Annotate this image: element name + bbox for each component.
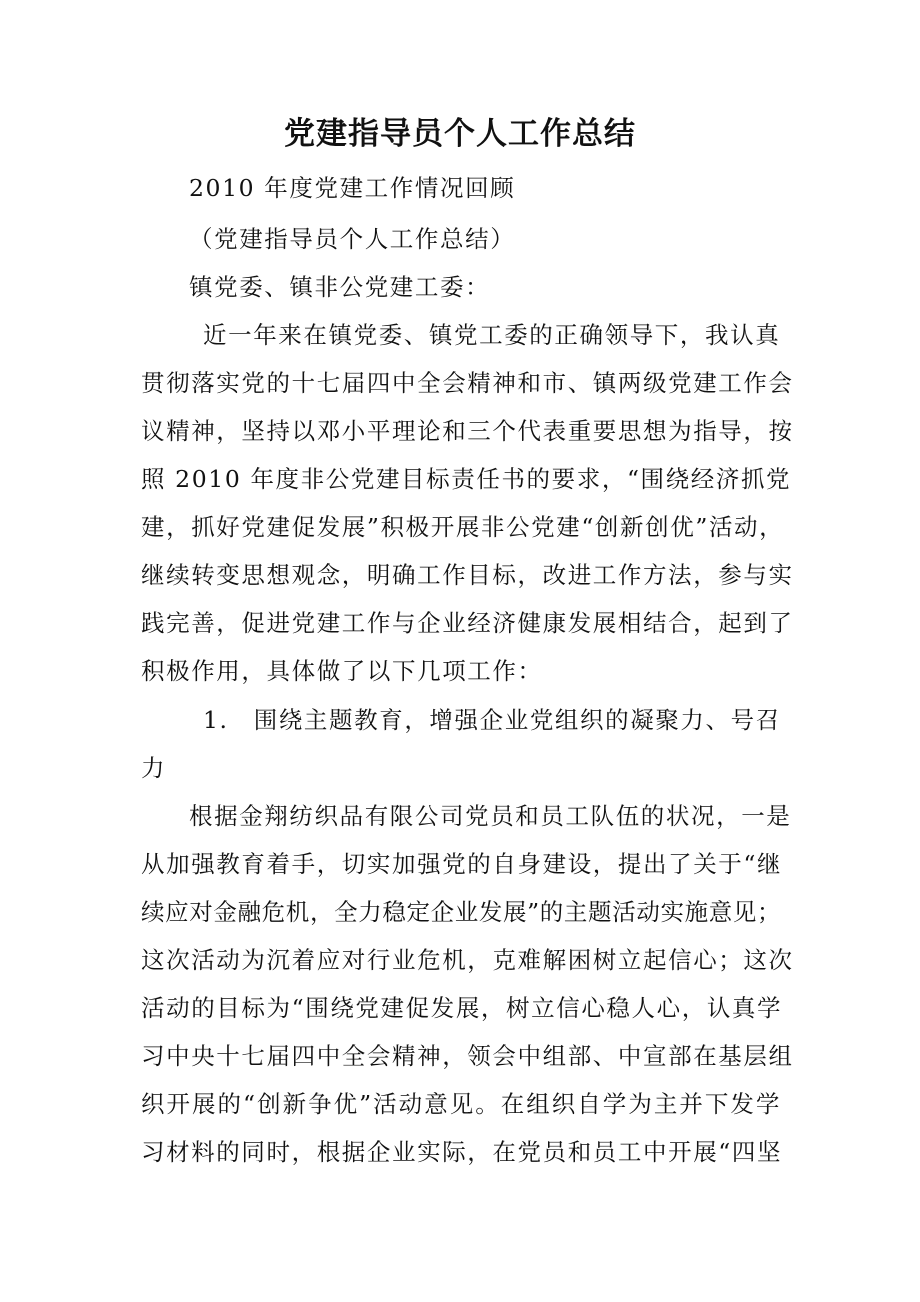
paragraph2-line: 这次活动为沉着应对行业危机，克难解困树立起信心；这次 xyxy=(141,946,794,974)
section1-heading-continued: 力 xyxy=(141,754,167,782)
paragraph2-line: 续应对金融危机，全力稳定企业发展”的主题活动实施意见； xyxy=(141,898,781,926)
paragraph2-line: 活动的目标为“围绕党建促发展，树立信心稳人心，认真学 xyxy=(141,994,783,1022)
heading-line-addressee: 镇党委、镇非公党建工委： xyxy=(189,273,491,301)
document-title: 党建指导员个人工作总结 xyxy=(284,116,636,152)
paragraph2-line: 习中央十七届四中全会精神，领会中组部、中宣部在基层组 xyxy=(141,1042,794,1070)
heading-line-subtitle: （党建指导员个人工作总结） xyxy=(189,225,516,253)
paragraph2-line: 习材料的同时，根据企业实际，在党员和员工中开展“四坚 xyxy=(141,1138,783,1166)
paragraph1-line: 近一年来在镇党委、镇党工委的正确领导下，我认真 xyxy=(203,321,781,349)
paragraph2-line: 根据金翔纺织品有限公司党员和员工队伍的状况，一是 xyxy=(189,802,792,830)
paragraph1-line: 积极作用，具体做了以下几项工作： xyxy=(141,657,543,685)
paragraph2-line: 从加强教育着手，切实加强党的自身建设，提出了关于“继 xyxy=(141,850,783,878)
heading-line-year-review: 2010 年度党建工作情况回顾 xyxy=(189,174,516,202)
paragraph1-line: 践完善，促进党建工作与企业经济健康发展相结合，起到了 xyxy=(141,609,794,637)
paragraph1-line: 继续转变思想观念，明确工作目标，改进工作方法，参与实 xyxy=(141,561,794,589)
paragraph1-line: 贯彻落实党的十七届四中全会精神和市、镇两级党建工作会 xyxy=(141,369,794,397)
paragraph1-line: 建，抓好党建促发展”积极开展非公党建“创新创优”活动， xyxy=(141,513,785,541)
paragraph1-line: 照 2010 年度非公党建目标责任书的要求，“围绕经济抓党 xyxy=(141,465,792,493)
paragraph2-line: 织开展的“创新争优”活动意见。在组织自学为主并下发学 xyxy=(141,1090,781,1118)
paragraph1-line: 议精神，坚持以邓小平理论和三个代表重要思想为指导，按 xyxy=(141,417,794,445)
section1-heading: 1. 围绕主题教育，增强企业党组织的凝聚力、号召 xyxy=(203,706,781,734)
